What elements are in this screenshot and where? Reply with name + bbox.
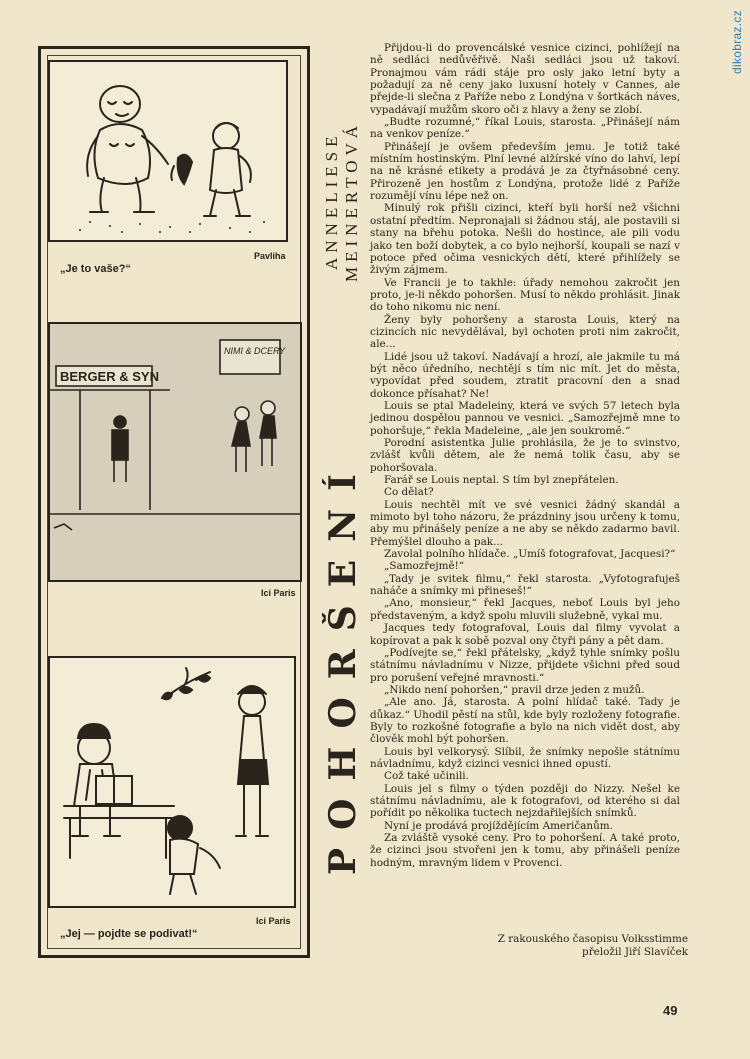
article-paragraph: „Tady je svitek filmu,“ řekl starosta. „Vyfotografuješ naháče a snímky mi přineseš!“	[370, 572, 680, 598]
source-line-2: přeložil Jiří Slavíček	[582, 945, 688, 958]
article-title: POHORŠENÍ	[322, 456, 364, 876]
cartoon-2-illustration	[48, 322, 302, 582]
title-block	[322, 56, 362, 976]
cartoon-3-credit: Ici Paris	[256, 916, 291, 926]
article-paragraph: Minulý rok přišli cizinci, kteří byli horší než všichni ostatní předtím. Nepronajali si žádnou stáj, ale postavili si stany na břehu potoka. Nešli do hostince, ale pili vodu jako ten boží dobytek, a co bylo nejhorší, koupali se nazí v potoce před očima vesnických dětí, které přihlížely se živým zájmem.	[370, 202, 680, 277]
article-paragraph: „Nikdo není pohoršen,“ pravil drze jeden z mužů.	[384, 683, 645, 696]
article-paragraph: Porodní asistentka Julie prohlásila, že je to svinstvo, zvlášť kvůli dětem, ale že nemá tolik času, aby se pohoršovala.	[370, 437, 680, 474]
article-paragraph: „Budte rozumné,“ říkal Louis, starosta. „Přinášejí nám na venkov peníze.“	[370, 116, 680, 141]
article-paragraph: „Samozřejmě!“	[384, 560, 465, 573]
article-paragraph: Lidé jsou už takoví. Nadávají a hrozí, ale jakmile tu má být něco úředního, nechtějí s tím nic mít. Jet do města, vypovídat před soudem, ztratit pracovní den a snad dokonce přísahat? Ne!	[370, 350, 680, 400]
cartoon-1-illustration	[48, 60, 288, 242]
article-paragraph: „Ale ano. Já, starosta. A polní hlídač také. Tady je důkaz.“ Uhodil pěstí na stůl, kde byly rozloženy fotografie. Byly to rozkošné fotografie a bylo na nich vidět dost, aby člověk mohl být pohoršen.	[370, 696, 680, 746]
article-paragraph: Jacques tedy fotografoval, Louis dal filmy vyvolat a kopírovat a pak k sobě pozval ony čtyři pány a pět dam.	[370, 622, 680, 647]
source-line-1: Z rakouského časopisu Volksstimme	[497, 933, 688, 945]
cartoon-3-caption: „Jej — pojdte se podivat!“	[60, 928, 198, 940]
cartoon-2-credit: Ici Paris	[261, 588, 296, 598]
article-paragraph: Ženy byly pohoršeny a starosta Louis, který na cizincích nic nevydělával, byl ochoten proti nim zakročit, ale...	[370, 313, 680, 351]
article-paragraph: „Podívejte se,“ řekl přátelsky, „když tyhle snímky pošlu státnímu návladnímu v Nizze, přijdete všichni před soud pro porušení veřejné mravnosti.“	[370, 646, 680, 684]
article-paragraph: Ve Francii je to takhle: úřady nemohou zakročit jen proto, je-li někdo pohoršen. Musí to někdo prohlásit. Jinak do toho nikomu nic není.	[370, 276, 680, 314]
source-credit	[498, 933, 688, 958]
shop-sign-text: BERGER & SYN	[60, 369, 159, 384]
article-paragraph: Louis jel s filmy o týden později do Nizzy. Nešel ke státnímu návladnímu, ale k fotografovi, od kterého si dal pořídit po několika tuctech nejzdařilejších snímků.	[370, 782, 680, 820]
article-paragraph: Zavolal polního hlídače. „Umíš fotografovat, Jacquesi?“	[384, 548, 676, 561]
article-paragraph: Za zvláště vysoké ceny. Pro to pohoršení. A také proto, že cizinci jsou stvořeni jen k tomu, aby přinášeli peníze hodným, mravným lidem v Provenci.	[370, 832, 680, 869]
article-paragraph: Louis byl velkorysý. Slíbil, že snímky nepošle státnímu návladnímu, když cizinci vesnici ihned opustí.	[370, 745, 680, 770]
poster-text: NIMI & DCERY	[224, 346, 286, 356]
article-paragraph: „Ano, monsieur,“ řekl Jacques, neboť Louis byl jeho představeným, a když spolu mluvili služebně, vykal mu.	[370, 597, 680, 622]
article-paragraph: Přijdou-li do provencálské vesnice cizinci, pohlížejí na ně sedláci nedůvěřivě. Naši sedláci jsou už takoví. Pronajmou vám rádi stáje pro osly jako letní byty a požadují za ně ceny jako luxusní hotely v Cannes, ale přejde-li slečna z Paříže nebo z Londýna v šortkách náves, vypadávají mužům skoro oči z hlavy a ženy se zlobí.	[370, 42, 680, 116]
page-number: 49	[663, 1003, 678, 1018]
article-paragraph: Což také učinili.	[384, 770, 469, 783]
cartoon-1-caption: „Je to vaše?“	[60, 263, 131, 275]
cartoon-1-credit: Pavliha	[254, 251, 286, 261]
cartoon-3-illustration	[48, 656, 296, 908]
article-paragraph: Přinášejí je ovšem především jemu. Je totiž také místním hostinským. Plní levné alžírské víno do lahví, lepí na ně krásné etikety a prodává je za čtyřnásobné ceny. Přirozeně jen hostům z Londýna, protože lidé z Paříže rozumějí vínu lépe než on.	[370, 140, 680, 203]
article-body	[370, 42, 680, 869]
article-paragraph: Louis nechtěl mít ve své vesnici žádný skandál a mimoto byl toho názoru, že prázdniny jsou určeny k tomu, aby mu přinášely peníze a ne aby se někdo zadarmo bavil. Přemýšlel dlouho a pak...	[370, 498, 680, 548]
article-paragraph: Louis se ptal Madeleiny, která ve svých 57 letech byla jedinou dospělou pannou ve vesnici. „Samozřejmě mne to pohoršuje,“ řekla Madeleine, „ale jen soukromě.“	[370, 399, 680, 437]
article-paragraph: Co dělat?	[384, 486, 434, 499]
watermark: dikobraz.cz	[730, 10, 744, 74]
article-paragraph: Farář se Louis neptal. S tím byl znepřátelen.	[384, 474, 619, 487]
author-name: ANNELIESE MEINERTOVÁ	[322, 120, 361, 282]
article-paragraph: Nyní je prodává projíždějícím Američanům.	[384, 819, 613, 832]
